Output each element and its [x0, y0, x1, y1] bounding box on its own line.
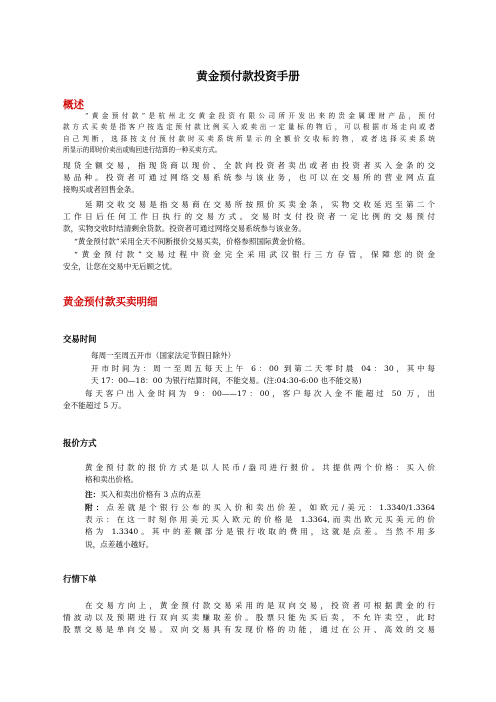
overview-paragraph-1	[63, 111, 435, 157]
trading-time-line-1	[63, 350, 435, 362]
text-line: 每天客户出入金时间为 9：00——17：00，客户每次入金不能超过 50 万，出	[85, 389, 435, 398]
text-line	[63, 489, 435, 501]
details-heading: 黄金预付款买卖明细	[63, 296, 158, 308]
text-line: 安全，让您在交易中无后顾之忧。	[63, 262, 177, 272]
text-line: 款，实物交收时结清剩余货款。投资者可通过网络交易系统参与该业务。	[63, 224, 306, 234]
overview-paragraph-3	[63, 199, 435, 236]
text-line: “黄金预付款”是杭州北交黄金投资有限公司所开发出来的贵金属理财产品，预付	[85, 112, 435, 120]
attach-text: 点差就是个银行公布的买入价和卖出价差，如欧元/美元：1.3340/1.3364	[106, 503, 435, 512]
trading-time-line-2	[63, 363, 435, 387]
text-line: 开市时间为：周一至周五每天上午 6：00 到第二天零时晨 04：30，其中每	[91, 364, 435, 373]
orders-paragraph	[63, 600, 435, 637]
quote-method-paragraph	[63, 462, 435, 486]
text-line: 表示：在这一时刻你用美元买入欧元的价格是 1.3364,而卖出欧元买美元的价	[85, 515, 435, 525]
text-line: 款方式买卖是指客户按选定预付款比例买入或卖出一定量标的物后，可以根据市场走向或者	[63, 123, 435, 132]
text-line: 说，点差越小越好。	[85, 539, 154, 549]
text-line: 金不能超过 5 万。	[63, 401, 126, 411]
note-label: 注：	[85, 490, 101, 499]
text-line: 自己判断，选择按支付预付款时买卖系统所显示的全额价交收标的物，或者选择买卖系统	[63, 134, 435, 143]
trading-time-heading: 交易时间	[63, 334, 97, 344]
quote-method-heading: 报价方式	[63, 438, 97, 448]
overview-paragraph-2	[63, 160, 435, 197]
text-line: 易品种。投资者可通过网络交易系统参与该业务，也可以在交易所的营业网点直	[63, 173, 435, 183]
text-line: 黄金预付款的报价方式是以人民币/盎司进行报价。共提供两个价格：买入价	[85, 463, 435, 472]
text-line: 现货全额交易，指现货商以现价、全款向投资者卖出或者由投资者买入金条的交	[63, 161, 435, 170]
text-line: “黄金预付款”交易过程中资金完全采用武汉银行三方存管，保障您的资金	[74, 250, 435, 259]
text-line: 所显示的即时价卖出或购回进行结算的一种买卖方式。	[63, 146, 222, 155]
text-line: “黄金预付款”采用全天不间断报价交易买卖，价格参照国际黄金价格。	[74, 237, 310, 246]
document-title: 黄金预付款投资手册	[196, 69, 300, 83]
text-line: 每周一至周五开市（国家法定节假日除外）	[91, 351, 236, 360]
quote-attachment	[63, 502, 435, 551]
note-text: 买入和卖出价格有 3 点的点差	[100, 490, 201, 499]
text-line	[63, 502, 435, 514]
text-line: 延期交收交易是指交易商在交易所按照价买卖金条，实物交收延迟至第二个	[85, 200, 435, 209]
attach-label: 附：	[85, 503, 107, 512]
text-line: 格和卖出价格。	[85, 475, 139, 485]
text-line: 天 17：00—18：00 为银行结算时间，不能交易。(注:04:30-6:00 也不能交易)	[91, 376, 362, 386]
text-line: 格为 1.3340。其中的差额部分是银行收取的费用，这就是点差。当然不用多	[85, 527, 435, 537]
text-line: 股票交易是单向交易。双向交易具有发现价格的功能，通过在公开、高效的交易	[63, 625, 435, 635]
overview-heading: 概述	[63, 99, 84, 111]
text-line: 接购买或者回售金条。	[63, 185, 139, 195]
overview-paragraph-5	[63, 249, 435, 273]
orders-heading: 行情下单	[63, 574, 97, 584]
text-line: 在交易方向上，黄金预付款交易采用的是双向交易，投资者可根据黄金的行	[85, 601, 435, 610]
quote-note	[63, 489, 435, 501]
trading-time-line-3	[63, 388, 435, 412]
text-line: 工作日后任何工作日执行的交易方式。交易时支付投资者一定比例的交易预付	[63, 212, 435, 222]
overview-paragraph-4	[63, 236, 435, 248]
text-line: 情波动以及预期进行双向买卖赚取差价。股票只能先买后卖，不允许卖空，此时	[63, 613, 435, 623]
